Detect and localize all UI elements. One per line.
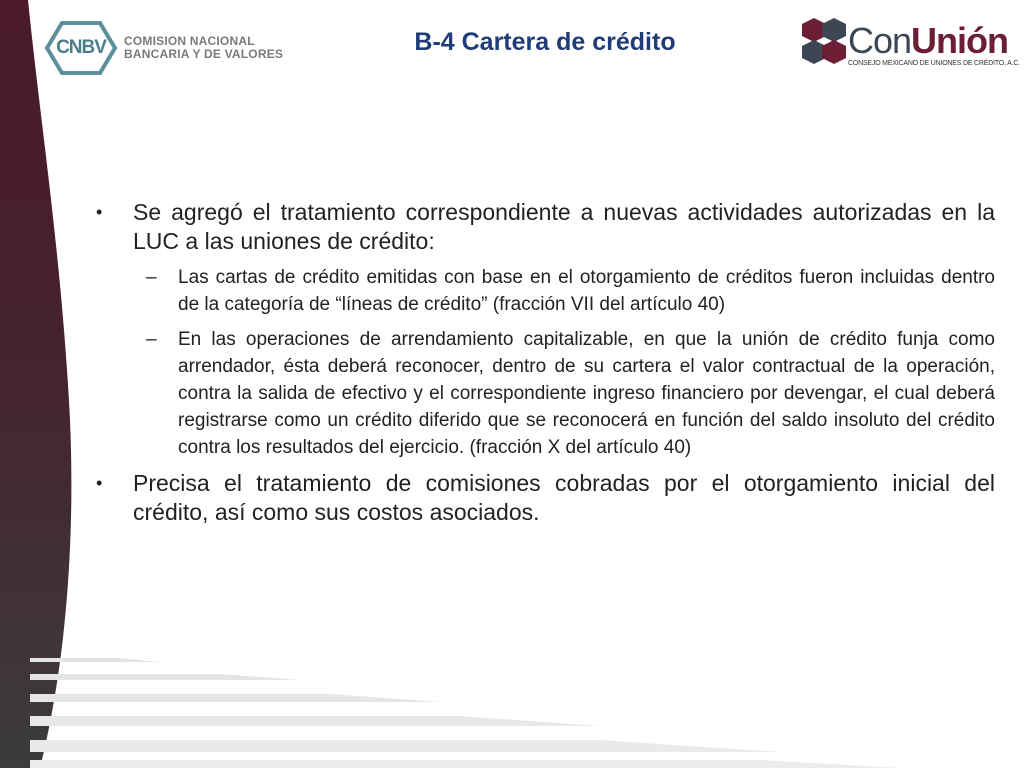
cnbv-abbr: CNBV bbox=[56, 37, 106, 58]
sub-bullet-item bbox=[90, 326, 995, 461]
bullet-text: Se agregó el tratamiento correspondiente a nuevas actividades autorizadas en la LUC a las uniones de crédito: bbox=[133, 199, 995, 254]
conunion-union: Unión bbox=[911, 20, 1009, 61]
bullet-icon: • bbox=[96, 202, 103, 222]
dash-icon: – bbox=[146, 267, 157, 288]
dash-icon: – bbox=[146, 329, 157, 350]
slide-title: B-4 Cartera de crédito bbox=[414, 28, 676, 56]
conunion-wordmark bbox=[848, 22, 1008, 60]
cnbv-logo bbox=[44, 20, 284, 76]
bottom-stripes-decoration bbox=[0, 648, 1024, 768]
cnbv-hexagon-icon bbox=[44, 20, 118, 76]
conunion-con: Con bbox=[848, 20, 912, 61]
sub-bullet-text: Las cartas de crédito emitidas con base en el otorgamiento de créditos fueron incluidas dentro de la categoría de “líneas de crédito” (fracción VII del artículo 40) bbox=[178, 267, 995, 315]
bullet-icon: • bbox=[96, 473, 103, 493]
conunion-cubes-icon bbox=[800, 16, 848, 66]
bullet-item bbox=[90, 469, 995, 527]
slide-content bbox=[90, 198, 995, 535]
bullet-item bbox=[90, 198, 995, 256]
bullet-text: Precisa el tratamiento de comisiones cobradas por el otorgamiento inicial del crédito, así como sus costos asociados. bbox=[133, 470, 995, 525]
cnbv-full-name bbox=[124, 35, 283, 61]
sub-bullet-text: En las operaciones de arrendamiento capitalizable, en que la unión de crédito funja como arrendador, ésta deberá reconocer, dentro de su cartera el valor contractual de la operación, contra la salida de efectivo y el correspondiente ingreso financiero por devengar, el cual deberá registrarse como un crédito diferido que se reconocerá en función del saldo insoluto del crédito contra los resultados del ejercicio. (fracción X del artículo 40) bbox=[178, 329, 995, 458]
cnbv-name-line1: COMISION NACIONAL bbox=[124, 34, 255, 48]
cnbv-name-line2: BANCARIA Y DE VALORES bbox=[124, 47, 284, 61]
conunion-logo bbox=[800, 16, 1020, 72]
sub-bullet-item bbox=[90, 264, 995, 318]
conunion-subtitle: CONSEJO MEXICANO DE UNIONES DE CRÉDITO, A.C. bbox=[848, 60, 1020, 67]
